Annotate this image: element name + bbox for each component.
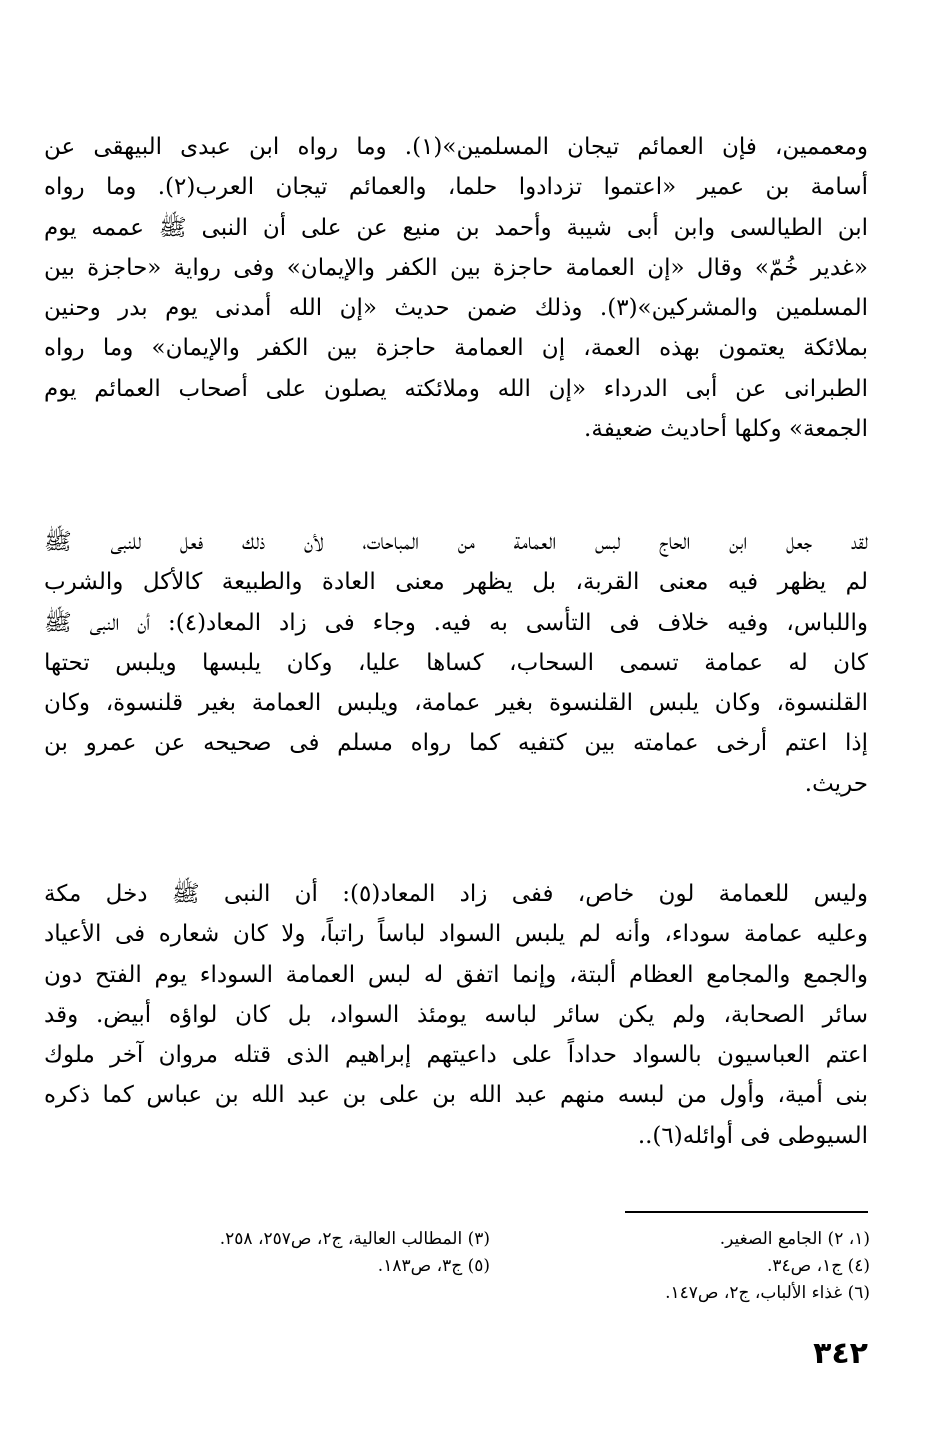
paragraph-2 (44, 522, 868, 804)
text-line: بملائكة يعتمون بهذه العمة، إن العمامة حاجزة بين الكفر والإيمان» وما رواه (44, 335, 868, 362)
text-line: السيوطى فى أوائله(٦).. (637, 1122, 868, 1149)
text-line: والجمع والمجامع العظام ألبتة، وإنما اتفق له لبس العمامة السوداء يوم الفتح دون (44, 961, 868, 988)
footnote: (٦) غذاء الألباب، ج٢، ص١٤٧. (665, 1283, 870, 1303)
footnote: (٥) ج٣، ص١٨٣. (377, 1256, 490, 1276)
footnote: (١، ٢) الجامع الصغير. (719, 1229, 870, 1249)
paragraph-3 (44, 874, 868, 1156)
text-line: المسلمين والمشركين»(٣). وذلك ضمن حديث «إن الله أمدنى يوم بدر وحنين (44, 295, 868, 322)
text-line: لقد جعل ابن الحاج لبس العمامة من المباحات، لأن ذلك فعل للنبى ﷺ (44, 529, 868, 555)
text-line: ومعممين، فإن العمائم تيجان المسلمين»(١). وما رواه ابن عبدى البيهقى عن (44, 134, 868, 160)
text-line: أسامة بن عمير «اعتموا تزدادوا حلما، والعمائم تيجان العرب(٢). وما رواه (44, 174, 868, 201)
footnote (120, 1280, 490, 1307)
text-line: كان له عمامة تسمى السحاب، كساها عليا، وكان يلبسها ويلبس تحتها (44, 649, 868, 676)
footnote-row (120, 1280, 870, 1307)
footnote: (٣) المطالب العالية، ج٢، ص٢٥٧، ٢٥٨. (219, 1229, 490, 1249)
text-line: إذا اعتم أرخى عمامته بين كتفيه كما رواه مسلم فى صحيحه عن عمرو بن (44, 730, 868, 757)
footnote-row (120, 1253, 870, 1280)
text-line: الجمعة» وكلها أحاديث ضعيفة. (584, 416, 868, 443)
footnote-separator (625, 1211, 868, 1213)
paragraph-1 (44, 127, 868, 449)
text-line: حريث. (804, 770, 868, 797)
text-line: بنى أمية، وأول من لبسه منهم عبد الله بن على بن عبد الله بن عباس كما ذكره (44, 1082, 868, 1109)
footnote: (٤) ج١، ص٣٤. (766, 1256, 870, 1276)
footnote-row (120, 1226, 870, 1253)
text-line: وليس للعمامة لون خاص، ففى زاد المعاد(٥): أن النبى ﷺ دخل مكة (44, 881, 868, 907)
text-line: سائر الصحابة، ولم يكن سائر لباسه يومئذ السواد، بل كان لواؤه أبيض. وقد (44, 1001, 868, 1028)
page-number: ٣٤٢ (813, 1336, 868, 1371)
text-line: الطبرانى عن أبى الدرداء «إن الله وملائكته يصلون على أصحاب العمائم يوم (44, 375, 868, 402)
text-line: القلنسوة، وكان يلبس القلنسوة بغير عمامة، ويلبس العمامة بغير قلنسوة، وكان (44, 690, 868, 717)
text-line: واللباس، وفيه خلاف فى التأسى به فيه. وجاء فى زاد المعاد(٤): أن النبى ﷺ (44, 609, 868, 636)
text-line: لم يظهر فيه معنى القربة، بل يظهر معنى العادة والطبيعة كالأكل والشرب (44, 569, 868, 596)
text-line: ابن الطيالسى وابن أبى شيبة وأحمد بن منيع عن على أن النبى ﷺ عممه يوم (44, 214, 868, 241)
text-line: اعتم العباسيون بالسواد حداداً على داعيتهم إبراهيم الذى قتله مروان آخر ملوك (44, 1042, 868, 1069)
text-line: وعليه عمامة سوداء، وأنه لم يلبس السواد لباساً راتباً، ولا كان شعاره فى الأعياد (44, 921, 868, 948)
footnotes (120, 1226, 870, 1307)
text-line: «غدير خُمّ» وقال «إن العمامة حاجزة بين الكفر والإيمان» وفى رواية «حاجزة بين (44, 254, 868, 281)
